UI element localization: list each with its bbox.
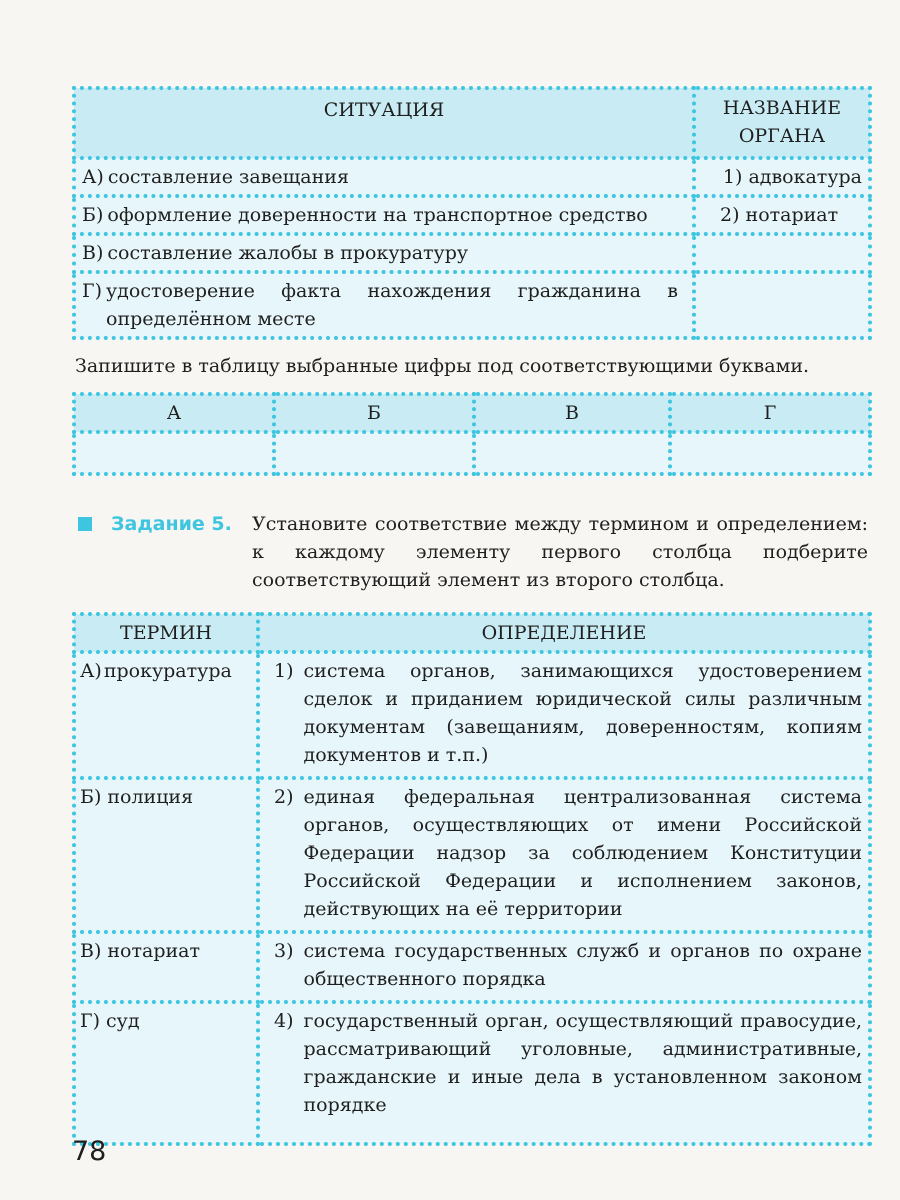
definition-text: государственный орган, осуществляющий правосудие, рассматривающий уголовные, административные, гражданские и иные дела в установленном законом порядке bbox=[303, 1010, 862, 1116]
answer-letter: Б bbox=[274, 394, 474, 432]
situation-table bbox=[72, 86, 872, 340]
situation-cell bbox=[74, 234, 694, 272]
task-label: Задание 5. bbox=[111, 513, 232, 535]
term-text: нотариат bbox=[107, 940, 200, 962]
definition-number: 2) bbox=[274, 786, 294, 808]
definition-cell bbox=[258, 778, 870, 932]
term-text: суд bbox=[106, 1010, 140, 1032]
situation-cell bbox=[74, 196, 694, 234]
definition-text: система государственных служб и органов по охране общественного порядка bbox=[303, 940, 862, 990]
definition-cell bbox=[258, 932, 870, 1002]
task-marker-icon bbox=[78, 517, 92, 531]
answer-cell-a[interactable] bbox=[74, 432, 274, 474]
terms-table bbox=[72, 612, 872, 1146]
row-letter: А) bbox=[82, 166, 104, 188]
definition-text: единая федеральная централизованная система органов, осуществляющих от имени Российской Федерации надзор за соблюдением Конституции Российской Федерации и исполнением законов, действующих на её территории bbox=[303, 786, 862, 920]
definition-header: ОПРЕДЕЛЕНИЕ bbox=[258, 614, 870, 652]
table-row bbox=[74, 158, 870, 196]
situation-text: составление жалобы в прокуратуру bbox=[107, 242, 469, 264]
organ-cell bbox=[694, 272, 870, 338]
situation-text: удостоверение факта нахождения гражданина в определённом месте bbox=[106, 280, 678, 330]
row-letter: Б) bbox=[80, 786, 102, 808]
answer-values-row bbox=[74, 432, 870, 474]
organ-cell: 2) нотариат bbox=[694, 196, 870, 234]
table-row bbox=[74, 272, 870, 338]
table-header-row bbox=[74, 88, 870, 158]
answer-cell-g[interactable] bbox=[670, 432, 870, 474]
table-row bbox=[74, 234, 870, 272]
term-header: ТЕРМИН bbox=[74, 614, 258, 652]
answer-letter: А bbox=[74, 394, 274, 432]
definition-cell bbox=[258, 652, 870, 778]
row-letter: А) bbox=[80, 660, 102, 682]
definition-cell bbox=[258, 1002, 870, 1144]
table-row bbox=[74, 932, 870, 1002]
row-letter: Г) bbox=[80, 1010, 100, 1032]
organ-cell: 1) адвокатура bbox=[694, 158, 870, 196]
term-cell bbox=[74, 1002, 258, 1144]
situation-header: СИТУАЦИЯ bbox=[74, 88, 694, 158]
row-letter: Г) bbox=[82, 280, 102, 302]
answer-cell-b[interactable] bbox=[274, 432, 474, 474]
organ-header: НАЗВАНИЕ ОРГАНА bbox=[694, 88, 870, 158]
situation-text: оформление доверенности на транспортное средство bbox=[107, 204, 648, 226]
definition-number: 1) bbox=[274, 660, 294, 682]
definition-number: 3) bbox=[274, 940, 294, 962]
row-letter: В) bbox=[80, 940, 102, 962]
table-row bbox=[74, 1002, 870, 1144]
answer-letter: В bbox=[474, 394, 670, 432]
task-text: Установите соответствие между термином и определением: к каждому элементу первого столбца подберите соответствующий элемент из второго столбца. bbox=[252, 513, 868, 591]
page-number: 78 bbox=[72, 1136, 107, 1167]
situation-cell bbox=[74, 272, 694, 338]
row-letter: Б) bbox=[82, 204, 104, 226]
answer-instruction: Запишите в таблицу выбранные цифры под соответствующими буквами. bbox=[75, 355, 810, 377]
term-cell bbox=[74, 932, 258, 1002]
answer-letters-row bbox=[74, 394, 870, 432]
row-letter: В) bbox=[82, 242, 104, 264]
term-text: полиция bbox=[107, 786, 194, 808]
definition-text: система органов, занимающихся удостоверением сделок и приданием юридической силы различным документам (завещаниям, доверенностям, копиям документов и т.п.) bbox=[303, 660, 862, 766]
table-header-row bbox=[74, 614, 870, 652]
answer-cell-v[interactable] bbox=[474, 432, 670, 474]
answer-letter: Г bbox=[670, 394, 870, 432]
answer-table bbox=[72, 392, 872, 476]
term-cell bbox=[74, 778, 258, 932]
term-text: прокуратура bbox=[103, 660, 232, 682]
organ-cell bbox=[694, 234, 870, 272]
situation-text: составление завещания bbox=[107, 166, 349, 188]
table-row bbox=[74, 778, 870, 932]
table-row bbox=[74, 652, 870, 778]
situation-cell bbox=[74, 158, 694, 196]
table-row bbox=[74, 196, 870, 234]
term-cell bbox=[74, 652, 258, 778]
definition-number: 4) bbox=[274, 1010, 294, 1032]
